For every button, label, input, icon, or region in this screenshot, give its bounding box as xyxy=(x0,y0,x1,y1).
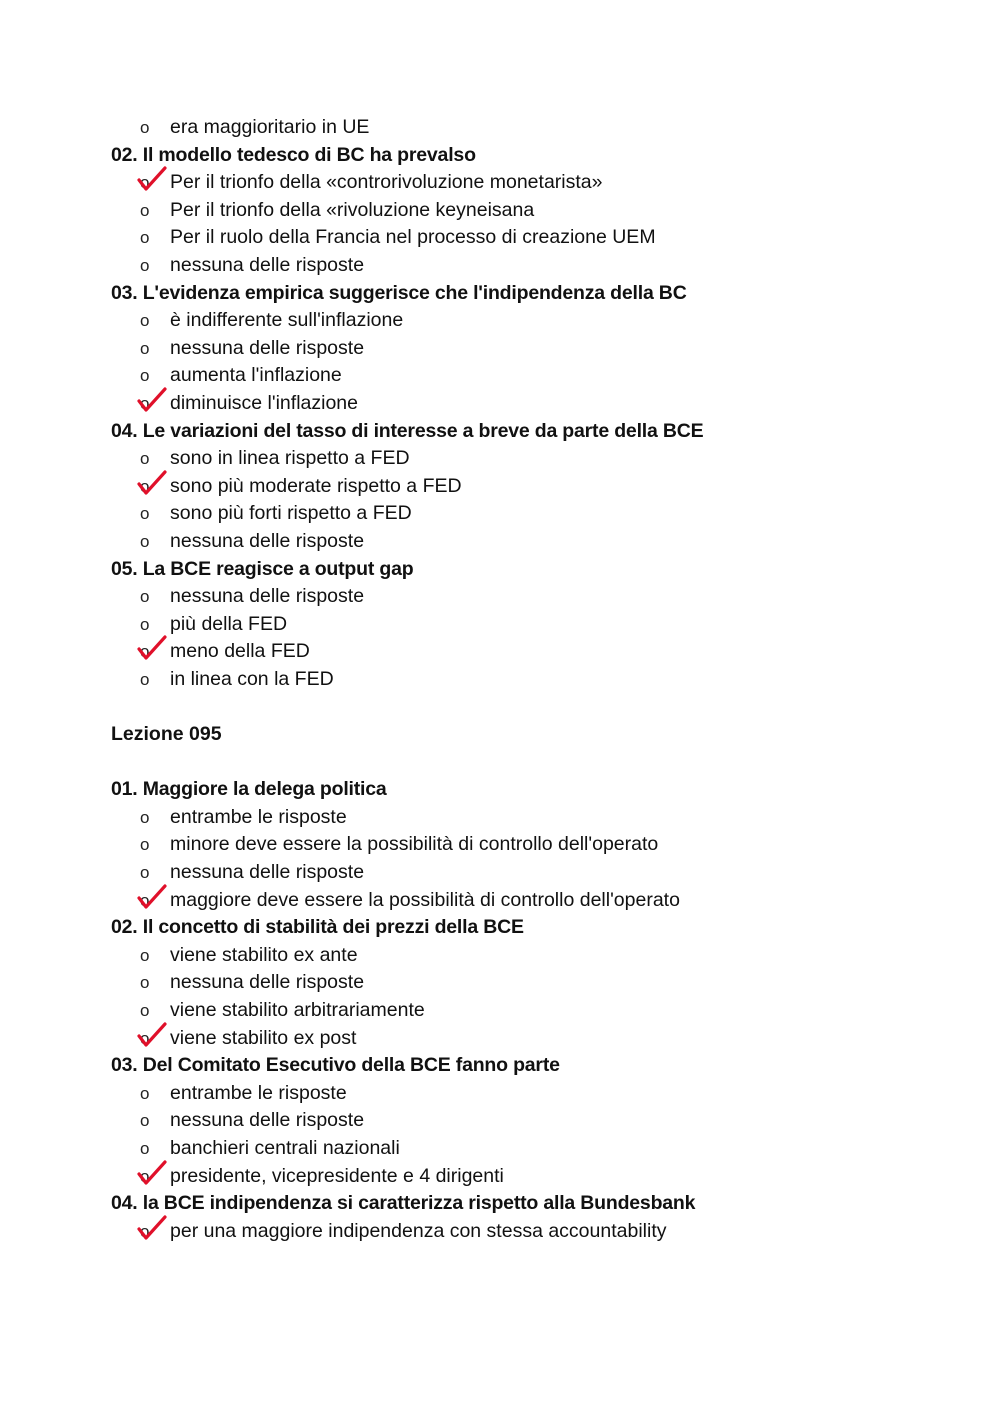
option-text: minore deve essere la possibilità di controllo dell'operato xyxy=(170,833,659,856)
question-title: 03. L'evidenza empirica suggerisce che l'indipendenza della BC xyxy=(111,281,687,304)
red-checkmark-icon xyxy=(136,634,168,662)
lesson-heading: Lezione 095 xyxy=(111,723,222,746)
option-text: Per il trionfo della «controrivoluzione monetarista» xyxy=(170,171,603,194)
answer-option xyxy=(0,197,1000,225)
option-text: nessuna delle risposte xyxy=(170,529,365,552)
option-text: maggiore deve essere la possibilità di controllo dell'operato xyxy=(170,888,680,911)
option-text: viene stabilito ex post xyxy=(170,1026,357,1049)
bullet-icon: o xyxy=(140,1221,150,1241)
option-text: sono più forti rispetto a FED xyxy=(170,502,412,525)
option-text: aumenta l'inflazione xyxy=(170,364,342,387)
red-checkmark-icon xyxy=(136,1214,168,1242)
option-text: in linea con la FED xyxy=(170,667,334,690)
bullet-icon: o xyxy=(140,476,150,496)
spacer xyxy=(0,693,1000,721)
bullet-icon: o xyxy=(140,807,150,827)
bullet-icon: o xyxy=(140,311,150,331)
option-text: sono in linea rispetto a FED xyxy=(170,447,410,470)
answer-option xyxy=(0,114,1000,142)
bullet-icon: o xyxy=(140,1001,150,1020)
spacer xyxy=(0,749,1000,777)
option-text: nessuna delle risposte xyxy=(170,1109,365,1132)
option-text: viene stabilito arbitrariamente xyxy=(170,999,425,1021)
red-checkmark-icon xyxy=(136,1159,168,1187)
option-text: è indifferente sull'inflazione xyxy=(170,309,404,332)
bullet-icon: o xyxy=(140,118,150,137)
red-checkmark-icon xyxy=(136,1021,168,1049)
bullet-icon: o xyxy=(140,1166,150,1186)
question-title: 04. la BCE indipendenza si caratterizza rispetto alla Bundesbank xyxy=(111,1192,696,1215)
option-text: viene stabilito ex ante xyxy=(170,943,358,966)
answer-option xyxy=(0,804,1000,832)
answer-option xyxy=(0,942,1000,970)
bullet-icon: o xyxy=(140,393,150,413)
answer-option xyxy=(0,831,1000,859)
question-title: 03. Del Comitato Esecutivo della BCE fanno parte xyxy=(111,1054,560,1077)
option-text: meno della FED xyxy=(170,640,310,663)
answer-option-correct xyxy=(0,638,1000,666)
red-checkmark-icon xyxy=(136,469,168,497)
bullet-icon: o xyxy=(140,863,150,883)
option-text: nessuna delle risposte xyxy=(170,971,365,994)
option-text: era maggioritario in UE xyxy=(170,116,370,138)
option-text: Per il trionfo della «rivoluzione keyneisana xyxy=(170,198,535,221)
answer-option xyxy=(0,252,1000,280)
option-text: più della FED xyxy=(170,612,288,635)
option-text: nessuna delle risposte xyxy=(170,253,365,276)
answer-option xyxy=(0,528,1000,556)
question-title: 02. Il concetto di stabilità dei prezzi della BCE xyxy=(111,916,524,939)
option-text: Per il ruolo della Francia nel processo di creazione UEM xyxy=(170,226,656,249)
answer-option xyxy=(0,1107,1000,1135)
bullet-icon: o xyxy=(140,449,150,469)
bullet-icon: o xyxy=(140,338,150,358)
option-text: per una maggiore indipendenza con stessa accountability xyxy=(170,1219,667,1242)
bullet-icon: o xyxy=(140,587,150,607)
answer-option-correct xyxy=(0,1025,1000,1053)
option-text: sono più moderate rispetto a FED xyxy=(170,474,462,497)
red-checkmark-icon xyxy=(136,165,168,193)
answer-option xyxy=(0,666,1000,694)
question-title: 01. Maggiore la delega politica xyxy=(111,778,387,801)
answer-option xyxy=(0,335,1000,363)
answer-option-correct xyxy=(0,1218,1000,1246)
bullet-icon: o xyxy=(140,973,150,993)
bullet-icon: o xyxy=(140,1083,150,1103)
answer-option xyxy=(0,500,1000,528)
bullet-icon: o xyxy=(140,669,150,689)
answer-option xyxy=(0,1080,1000,1108)
option-text: entrambe le risposte xyxy=(170,805,347,828)
option-text: nessuna delle risposte xyxy=(170,861,365,884)
bullet-icon: o xyxy=(140,835,150,855)
bullet-icon: o xyxy=(140,531,150,551)
answer-option xyxy=(0,307,1000,335)
bullet-icon: o xyxy=(140,1028,150,1048)
red-checkmark-icon xyxy=(136,883,168,911)
bullet-icon: o xyxy=(140,642,150,662)
answer-option-correct xyxy=(0,169,1000,197)
option-text: nessuna delle risposte xyxy=(170,336,365,359)
bullet-icon: o xyxy=(140,200,150,220)
bullet-icon: o xyxy=(140,255,150,275)
bullet-icon: o xyxy=(140,173,150,193)
answer-option-correct xyxy=(0,390,1000,418)
bullet-icon: o xyxy=(140,366,150,386)
answer-option-correct xyxy=(0,887,1000,915)
answer-option-correct xyxy=(0,1163,1000,1191)
option-text: entrambe le risposte xyxy=(170,1081,347,1104)
answer-option xyxy=(0,969,1000,997)
option-text: banchieri centrali nazionali xyxy=(170,1136,400,1159)
question-title: 04. Le variazioni del tasso di interesse a breve da parte della BCE xyxy=(111,419,704,442)
question-title: 05. La BCE reagisce a output gap xyxy=(111,557,414,580)
question-title: 02. Il modello tedesco di BC ha prevalso xyxy=(111,143,476,166)
bullet-icon: o xyxy=(140,1111,150,1131)
answer-option xyxy=(0,224,1000,252)
bullet-icon: o xyxy=(140,504,150,524)
bullet-icon: o xyxy=(140,1138,150,1158)
bullet-icon: o xyxy=(140,945,150,965)
option-text: diminuisce l'inflazione xyxy=(170,391,358,414)
bullet-icon: o xyxy=(140,614,150,634)
red-checkmark-icon xyxy=(136,386,168,414)
option-text: presidente, vicepresidente e 4 dirigenti xyxy=(170,1164,504,1187)
bullet-icon: o xyxy=(140,890,150,910)
option-text: nessuna delle risposte xyxy=(170,585,365,608)
answer-option-correct xyxy=(0,473,1000,501)
bullet-icon: o xyxy=(140,228,150,248)
answer-option xyxy=(0,583,1000,611)
document-page xyxy=(0,114,1000,1245)
